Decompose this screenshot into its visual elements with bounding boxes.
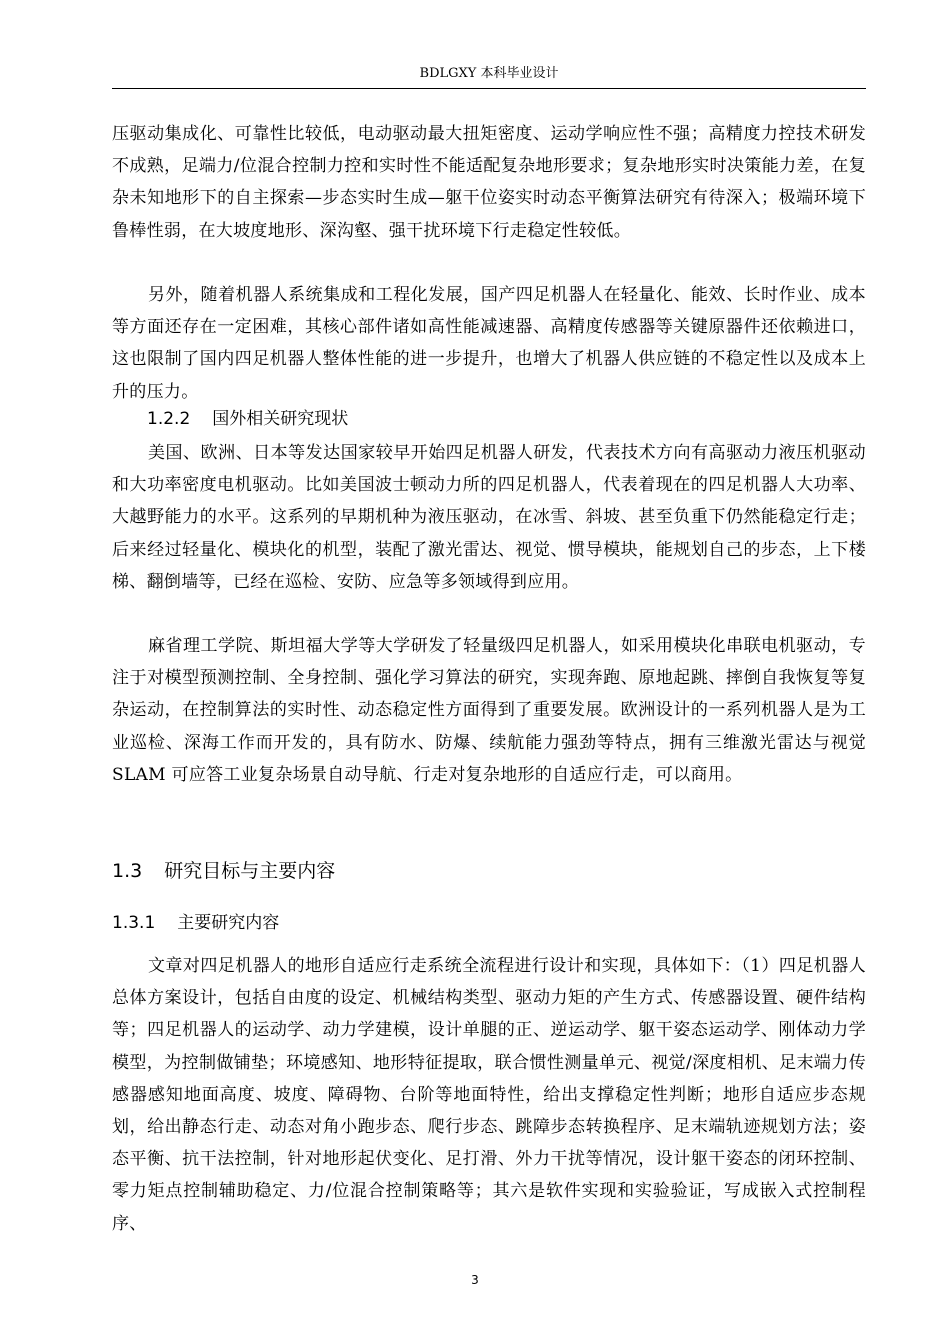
section-title: 主要研究内容 <box>177 913 280 933</box>
paragraph-foreign-research-1: 美国、欧洲、日本等发达国家较早开始四足机器人研发，代表技术方向有高驱动力液压机驱动和大功率密度电机驱动。比如美国波士顿动力所的四足机器人，代表着现在的四足机器人大功率、大越野能力的水平。这系列的早期机种为液压驱动，在冰雪、斜坡、甚至负重下仍然能稳定行走；后来经过轻量化、模块化的机型，装配了激光雷达、视觉、惯导模块，能规划自己的步态，上下楼梯、翻倒墙等，已经在巡检、安防、应急等多领域得到应用。 <box>112 443 866 592</box>
section-title: 国外相关研究现状 <box>212 409 349 429</box>
running-header: BDLGXY 本科毕业设计 <box>419 66 559 81</box>
paragraph-main-content: 文章对四足机器人的地形自适应行走系统全流程进行设计和实现，具体如下：（1）四足机器人总体方案设计，包括自由度的设定、机械结构类型、驱动力矩的产生方式、传感器设置、硬件结构等；四足机器人的运动学、动力学建模，设计单腿的正、逆运动学、躯干姿态运动学、刚体动力学模型，为控制做铺垫；环境感知、地形特征提取，联合惯性测量单元、视觉/深度相机、足末端力传感器感知地面高度、坡度、障碍物、台阶等地面特性，给出支撑稳定性判断；地形自适应步态规划，给出静态行走、动态对角小跑步态、爬行步态、跳障步态转换程序、足末端轨迹规划方法；姿态平衡、抗干法控制，针对地形起伏变化、足打滑、外力干扰等情况，设计躯干姿态的闭环控制、零力矩点控制辅助稳定、力/位混合控制策略等；其六是软件实现和实验验证，写成嵌入式控制程序、 <box>112 956 866 1234</box>
section-heading-1-3 <box>112 858 335 884</box>
section-number: 1.2.2 <box>147 409 191 429</box>
section-title: 研究目标与主要内容 <box>164 860 336 882</box>
section-heading-1-2-2 <box>147 407 348 431</box>
section-heading-1-3-1 <box>112 911 279 935</box>
paragraph-domestic-challenges: 另外，随着机器人系统集成和工程化发展，国产四足机器人在轻量化、能效、长时作业、成本等方面还存在一定困难，其核心部件诸如高性能减速器、高精度传感器等关键原器件还依赖进口，这也限制了国内四足机器人整体性能的进一步提升，也增大了机器人供应链的不稳定性以及成本上升的压力。 <box>112 285 866 402</box>
header-divider <box>112 88 866 89</box>
paragraph-foreign-research-2: 麻省理工学院、斯坦福大学等大学研发了轻量级四足机器人，如采用模块化串联电机驱动，专注于对模型预测控制、全身控制、强化学习算法的研究，实现奔跑、原地起跳、摔倒自我恢复等复杂运动，在控制算法的实时性、动态稳定性方面得到了重要发展。欧洲设计的一系列机器人是为工业巡检、深海工作而开发的，具有防水、防爆、续航能力强劲等特点，拥有三维激光雷达与视觉 SLAM 可应答工业复杂场景自动导航、行走对复杂地形的自适应行走，可以商用。 <box>112 636 866 785</box>
paragraph-continued: 压驱动集成化、可靠性比较低，电动驱动最大扭矩密度、运动学响应性不强；高精度力控技术研发不成熟，足端力/位混合控制力控和实时性不能适配复杂地形要求；复杂地形实时决策能力差，在复杂未知地形下的自主探索—步态实时生成—躯干位姿实时动态平衡算法研究有待深入；极端环境下鲁棒性弱，在大坡度地形、深沟壑、强干扰环境下行走稳定性较低。 <box>112 124 866 241</box>
section-number: 1.3 <box>112 860 143 882</box>
page-number: 3 <box>471 1273 479 1287</box>
section-number: 1.3.1 <box>112 913 156 933</box>
